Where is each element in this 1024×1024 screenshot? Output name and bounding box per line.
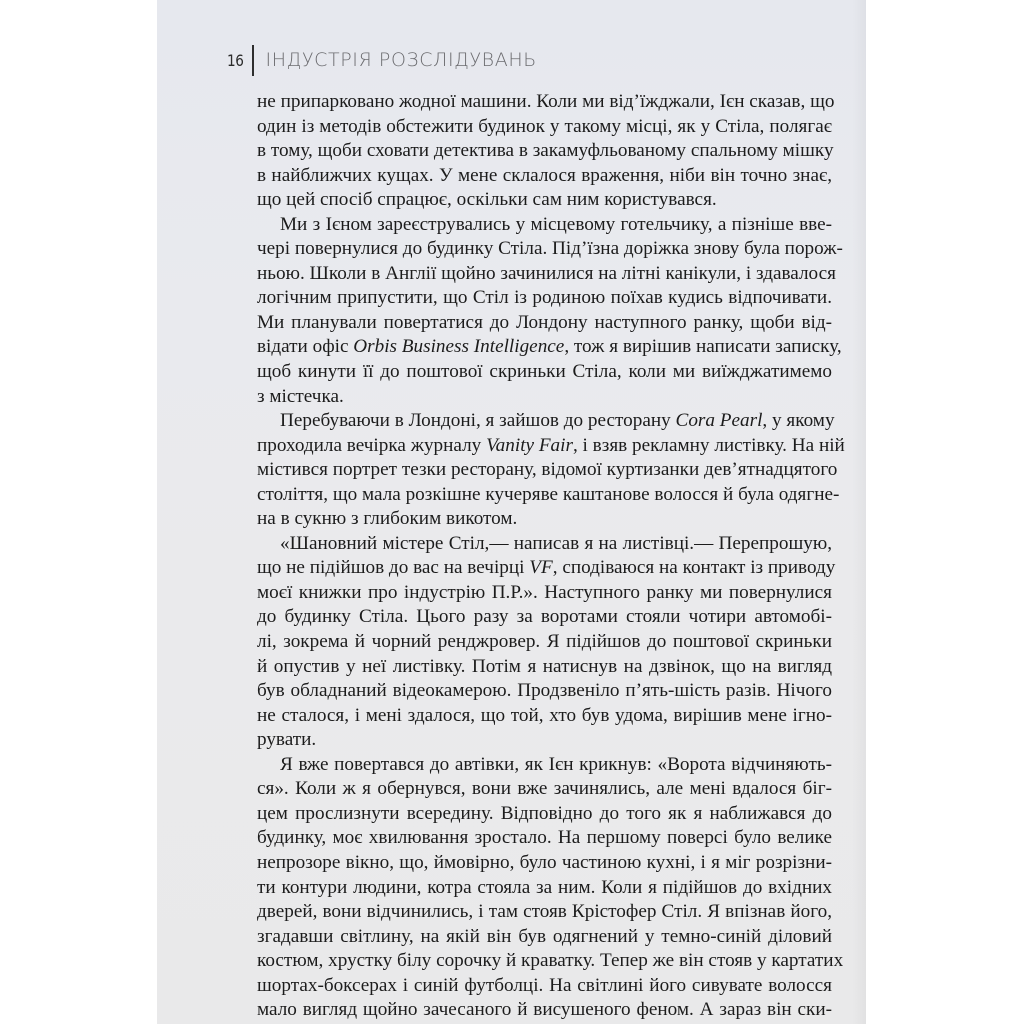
text-line: з містечка. <box>257 385 344 407</box>
text-line: будинку, моє хвилювання зростало. На першому поверсі було велике <box>257 827 832 849</box>
text-line: не припарковано жодної машини. Коли ми від’їжджали, Ієн сказав, що <box>257 91 835 112</box>
text-line: ти контури людини, котра стояла за ним. Коли я підійшов до вхідних <box>257 876 832 898</box>
text-line: дверей, вони відчинились, і там стояв Крістофер Стіл. Я впізнав його, <box>257 901 832 923</box>
text-line: один із методів обстежити будинок у такому місці, як у Стіла, полягає <box>257 115 832 137</box>
chapter-title: ІНДУСТРІЯ РОЗСЛІДУВАНЬ <box>265 49 537 71</box>
text-line: в тому, щоби сховати детектива в закамуфльованому спальному мішку <box>257 140 834 162</box>
text-line: згадавши світлину, на якій він був одягнений у темно-синій діловий <box>257 925 832 947</box>
text-line: щоб кинути її до поштової скриньки Стіла, коли ми виїжджатимемо <box>257 361 832 383</box>
text-line: відати офіс Orbis Business Intelligence, тож я вирішив написати записку, <box>257 336 842 358</box>
body-text <box>257 90 845 1023</box>
page-number: 16 <box>227 50 244 70</box>
book-page <box>157 0 866 1024</box>
text-line: «Шановний містере Стіл,— написав я на листівці.— Перепрошую, <box>280 532 832 554</box>
text-line: ньою. Школи в Англії щойно зачинилися на літні канікули, і здавалося <box>257 262 836 284</box>
text-line: проходила вечірка журналу Vanity Fair, і взяв рекламну листівку. На ній <box>257 434 845 456</box>
text-line: непрозоре вікно, що, ймовірно, було частиною кухні, і я міг розрізни- <box>257 851 832 873</box>
italic-title: Orbis Business Intelligence <box>353 336 565 358</box>
paragraph <box>257 213 843 409</box>
text-line: цем прослизнути всередину. Відповідно до того як я наближався до <box>257 802 832 824</box>
text-line: чері повернулися до будинку Стіла. Під’їзна доріжка знову була порож- <box>257 238 843 260</box>
text-line: шортах-боксерах і синій футболці. На світлині його сивувате волосся <box>257 974 832 996</box>
text-line: був обладнаний відеокамерою. Продзвеніло п’ять-шість разів. Нічого <box>257 680 832 702</box>
text-line: Ми планували повертатися до Лондону наступного ранку, щоби від- <box>257 311 832 333</box>
italic-title: Cora Pearl <box>675 410 763 432</box>
text-line: й опустив у неї листівку. Потім я натиснув на дзвінок, що на вигляд <box>257 655 832 677</box>
text-line: що не підійшов до вас на вечірці VF, сподіваюся на контакт із приводу <box>257 557 836 579</box>
text-line: мало вигляд щойно зачесаного й висушеного феном. А зараз він ски- <box>257 999 832 1021</box>
text-line: лі, зокрема й чорний ренджровер. Я підійшов до поштової скриньки <box>257 631 832 653</box>
text-line: що цей спосіб спрацює, оскільки сам ним користувався. <box>257 189 717 211</box>
text-line: до будинку Стіла. Цього разу за воротами стояли чотири автомобі- <box>257 606 832 628</box>
text-line: в найближчих кущах. У мене склалося враження, ніби він точно знає, <box>257 164 832 186</box>
text-line: ся». Коли ж я обернувся, вони вже зачинялись, але мені вдалося біг- <box>257 778 832 800</box>
text-line: костюм, хрустку білу сорочку й краватку. Тепер же він стояв у картатих <box>257 950 844 972</box>
paragraph <box>257 532 836 753</box>
italic-title: VF <box>529 557 553 579</box>
text-line: Перебуваючи в Лондоні, я зайшов до ресторану Cora Pearl, у якому <box>280 410 835 432</box>
text-line: не сталося, і мені здалося, що той, хто був удома, вирішив мене ігно- <box>257 704 832 726</box>
text-line: логічним припустити, що Стіл із родиною поїхав кудись відпочивати. <box>257 287 832 309</box>
text-line: Ми з Ієном зареєструвались у місцевому готельчику, а пізніше вве- <box>280 213 832 235</box>
text-line: Я вже повертався до автівки, як Ієн крикнув: «Ворота відчиняють- <box>280 753 832 775</box>
running-head <box>227 44 537 76</box>
text-line: містився портрет тезки ресторану, відомої куртизанки дев’ятнадцятого <box>257 459 838 481</box>
header-divider <box>252 45 254 76</box>
text-line: рувати. <box>257 729 317 751</box>
paragraph <box>257 90 835 213</box>
text-line: моєї книжки про індустрію П.Р.». Наступного ранку ми повернулися <box>257 581 832 603</box>
text-line: на в сукню з глибоким викотом. <box>257 508 518 530</box>
italic-title: Vanity Fair <box>486 434 573 456</box>
paragraph <box>257 753 844 1023</box>
text-line: століття, що мала розкішне кучеряве каштанове волосся й була одягне- <box>257 483 840 505</box>
paragraph <box>257 409 845 532</box>
